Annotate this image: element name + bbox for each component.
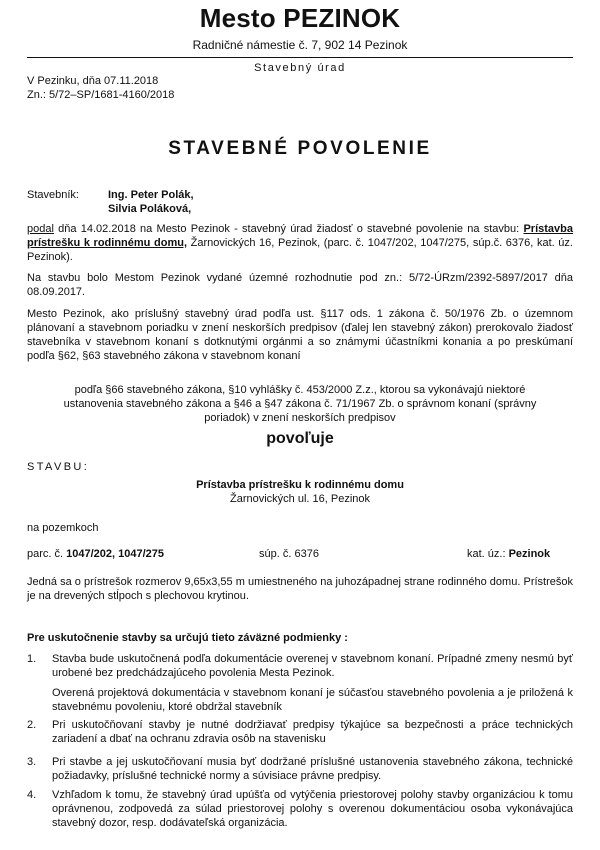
application-text: dňa 14.02.2018 na Mesto Pezinok - stavebný úrad žiadosť o stavebné povolenie na stavbu: [53,223,524,235]
date-line: V Pezinku, dňa 07.11.2018 [27,75,159,87]
builder-label: Stavebník: [27,189,79,201]
parcel-row [27,547,573,561]
reference-number: Zn.: 5/72–SP/1681-4160/2018 [27,89,175,101]
house-number: súp. č. 6376 [259,548,319,560]
legal-basis [27,383,573,425]
condition-text: Pri stavbe a jej uskutočňovaní musia byť dodržané príslušné ustanovenia stavebného zákona, technické požiadavky, príslušné technické normy a súvisiace právne predpisy. [52,756,573,782]
condition-number: 4. [27,789,37,801]
condition-number: 3. [27,756,37,768]
document-title: STAVEBNÉ POVOLENIE [168,138,432,159]
office-name: Stavebný úrad [254,62,346,74]
legal-basis-line: poriadok) v znení neskorších predpisov [204,412,396,424]
condition-note: Overená projektová dokumentácia v stavebnom konaní je súčasťou stavebného povolenia a je priložená k stavebnému povoleniu, ktoré obdržal stavebník [52,687,573,713]
builder-name: Ing. Peter Polák, [108,189,194,201]
authority-paragraph: Mesto Pezinok, ako príslušný stavebný úrad podľa ust. §117 ods. 1 zákona č. 50/1976 Zb. o územnom plánovaní a stavebnom poriadku v znení neskorších predpisov (ďalej len stavebný zákon) prerokovalo žiadosť stavebníka v stavebnom konaní s dotknutými orgánmi a so známymi účastníkmi konania a po preskúmaní podľa §62, §63 stavebného zákona v stavebnom konaní [27,308,573,362]
description-paragraph: Jedná sa o prístrešok rozmerov 9,65x3,55 m umiestneného na juhozápadnej strane rodinného domu. Prístrešok je na drevených stĺpoch s plechovou krytinou. [27,576,573,602]
condition-text: Vzhľadom k tomu, že stavebný úrad upúšťa od vytýčenia priestorovej polohy stavby organizáciou k tomu oprávnenou, zodpovedá za súlad priestorovej polohy s overenou dokumentáciou osoba vykonávajúca stavebný dozor, resp. dodávateľská organizácia. [52,789,573,829]
condition-text: Stavba bude uskutočnená podľa dokumentácie overenej v stavebnom konaní. Prípadné zmeny nesmú byť urobené bez predchádzajúceho povolenia Mesta Pezinok. [52,653,573,679]
verdict: povoľuje [266,430,334,447]
condition-number: 2. [27,719,37,731]
legal-basis-line: podľa §66 stavebného zákona, §10 vyhlášky č. 453/2000 Z.z., ktorou sa vykonávajú niektoré [74,384,526,396]
city-title: Mesto PEZINOK [199,3,401,33]
stavbu-label: STAVBU: [27,461,90,473]
project-name: Prístavba prístrešku k rodinnému domu, [27,223,573,249]
parcel-numbers: parc. č. 1047/202, 1047/275 [27,548,164,560]
zoning-decision-paragraph: Na stavbu bolo Mestom Pezinok vydané územné rozhodnutie pod zn.: 5/72-ÚRzm/2392-5897/2017 dňa 08.09.2017. [27,272,573,298]
builder-names [108,188,194,216]
application-paragraph [27,222,573,264]
condition-text: Pri uskutočňovaní stavby je nutné dodržiavať predpisy týkajúce sa bezpečnosti a práce technických zariadení a dbať na ochranu zdravia osôb na stavenisku [52,719,573,745]
plots-label: na pozemkoch [27,522,99,534]
legal-basis-line: ustanovenia stavebného zákona a §46 a §47 zákona č. 71/1967 Zb. o správnom konaní (správny [63,398,537,410]
building-address: Žarnovických ul. 16, Pezinok [229,493,370,505]
city-address: Radničné námestie č. 7, 902 14 Pezinok [192,38,408,52]
condition-number: 1. [27,653,37,665]
cadastral-area: kat. úz.: Pezinok [467,548,551,560]
building-name: Prístavba prístrešku k rodinnému domu [196,479,404,491]
application-location: Žarnovických 16, Pezinok, (parc. č. 1047/202, 1047/275, súp.č. 6376, kat. úz. Pezinok). [27,237,573,263]
builder-name: Silvia Poláková, [108,203,192,215]
header-divider [27,57,573,58]
application-verb: podal [27,223,54,235]
conditions-heading: Pre uskutočnenie stavby sa určujú tieto záväzné podmienky : [27,632,348,644]
